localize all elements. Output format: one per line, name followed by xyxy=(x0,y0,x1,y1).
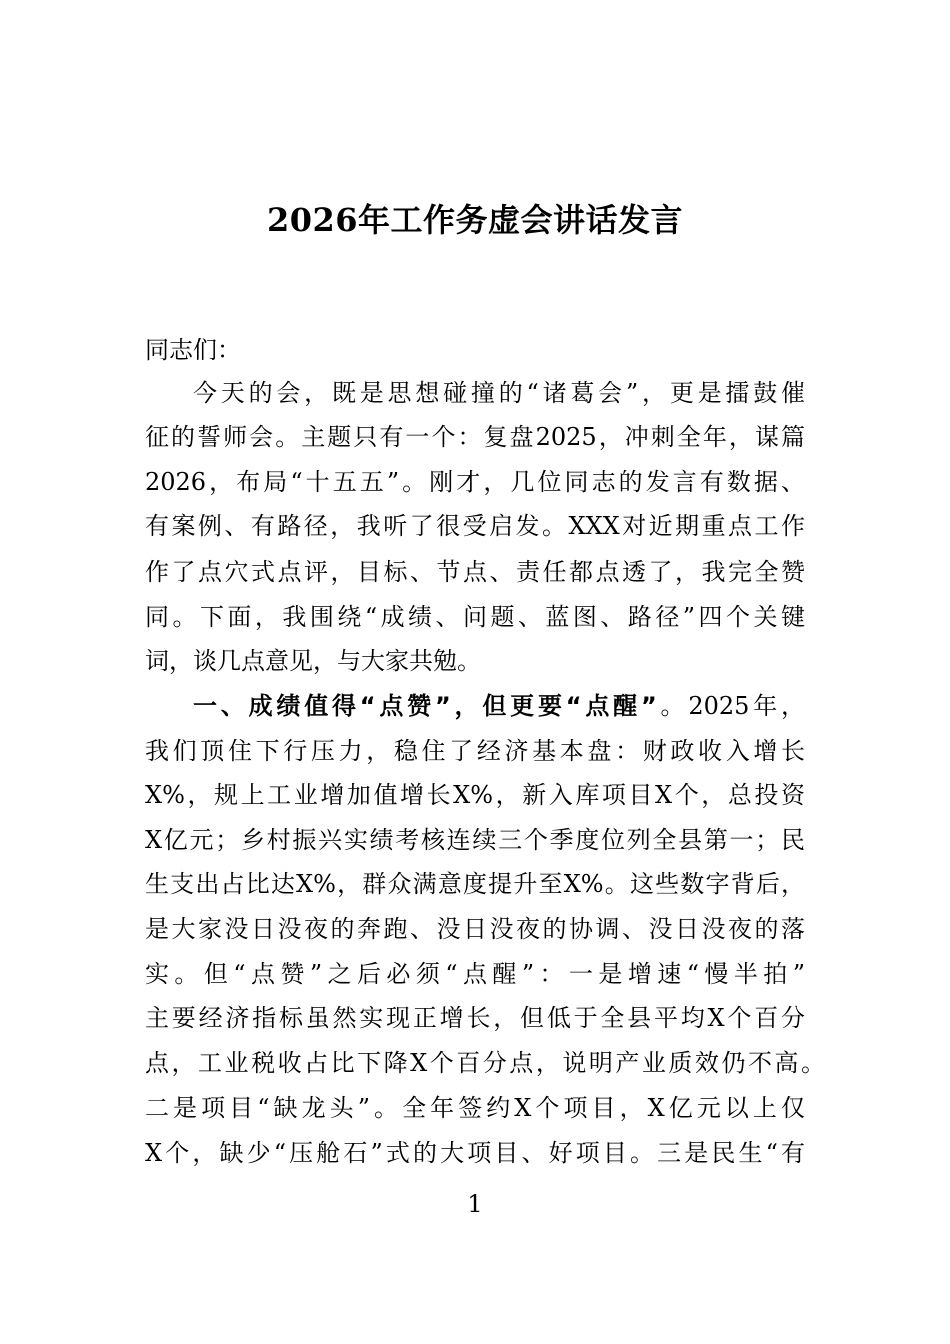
paragraph-line: 二是项目“缺龙头”。全年签约X个项目，X亿元以上仅 xyxy=(145,1094,805,1122)
paragraph-line: X个，缺少“压舱石”式的大项目、好项目。三是民生“有 xyxy=(145,1139,805,1167)
paragraph-line: 实。但“点赞”之后必须“点醒”：一是增速“慢半拍” xyxy=(145,960,805,988)
paragraph-line: 点，工业税收占比下降X个百分点，说明产业质效仍不高。 xyxy=(145,1049,825,1077)
paragraph-line: 我们顶住下行压力，稳住了经济基本盘：财政收入增长 xyxy=(145,737,805,765)
paragraph-line: 词，谈几点意见，与大家共勉。 xyxy=(145,647,481,675)
paragraph-line: X%，规上工业增加值增长X%，新入库项目X个，总投资 xyxy=(145,781,805,809)
paragraph-line: 征的誓师会。主题只有一个：复盘2025，冲刺全年，谋篇 xyxy=(145,423,805,451)
paragraph-line: 生支出占比达X%，群众满意度提升至X%。这些数字背后， xyxy=(145,870,805,898)
paragraph-line: 同。下面，我围绕“成绩、问题、蓝图、路径”四个关键 xyxy=(145,603,805,631)
paragraph-line: X亿元；乡村振兴实绩考核连续三个季度位列全县第一；民 xyxy=(145,826,805,854)
section-heading-tail: 。2025年， xyxy=(656,692,806,720)
paragraph-line: 今天的会，既是思想碰撞的“诸葛会”，更是擂鼓催 xyxy=(193,379,805,407)
page-number: 1 xyxy=(467,1190,483,1218)
section-heading: 一、成绩值得“点赞”，但更要“点醒” xyxy=(193,692,657,720)
paragraph-line: 主要经济指标虽然实现正增长，但低于全县平均X个百分 xyxy=(145,1004,805,1032)
document-title: 2026年工作务虚会讲话发言 xyxy=(266,201,684,239)
salutation: 同志们： xyxy=(145,336,241,364)
paragraph-line: 作了点穴式点评，目标、节点、责任都点透了，我完全赞 xyxy=(145,558,805,586)
paragraph-line: 是大家没日没夜的奔跑、没日没夜的协调、没日没夜的落 xyxy=(145,915,805,943)
paragraph-line: 2026，布局“十五五”。刚才，几位同志的发言有数据、 xyxy=(145,468,805,496)
paragraph-line: 有案例、有路径，我听了很受启发。XXX对近期重点工作 xyxy=(145,512,805,540)
section-heading-line xyxy=(193,686,805,726)
